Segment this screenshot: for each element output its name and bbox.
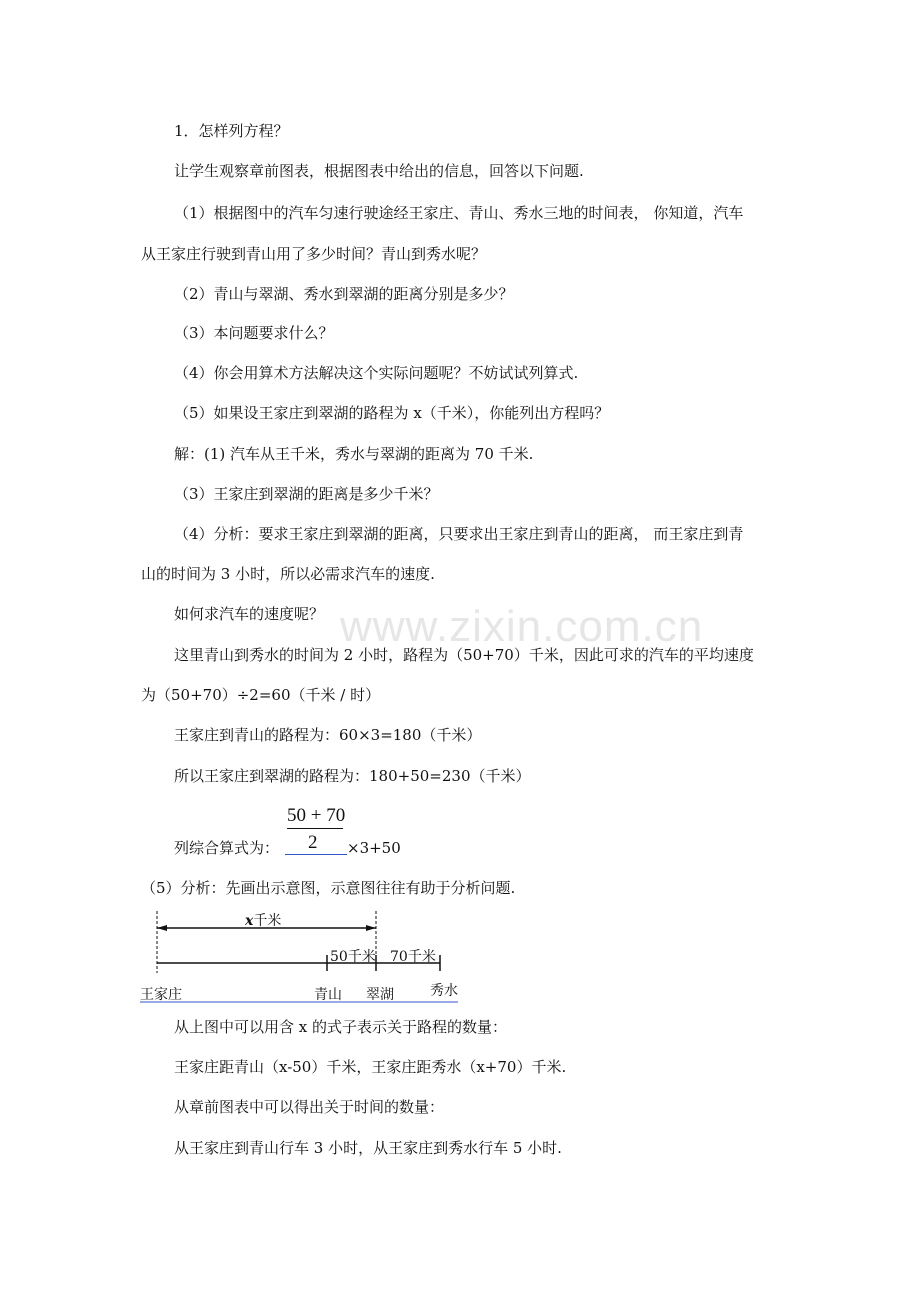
distance-qingshan: 王家庄到青山的路程为：60×3=180（千米） (174, 726, 482, 744)
speed-line-1: 这里青山到秀水的时间为 2 小时，路程为（50+70）千米，因此可求的汽车的平均速度 (174, 646, 754, 664)
answer-4-line-1: （4）分析：要求王家庄到翠湖的距离，只要求出王家庄到青山的距离， 而王家庄到青 (174, 525, 744, 543)
label-xiushui: 秀水 (430, 983, 458, 999)
label-50km: 50千米 (330, 949, 376, 965)
paragraph-x-expr: 从上图中可以用含 x 的式子表示关于路程的数量： (174, 1018, 507, 1036)
formula-prefix: 列综合算式为： (174, 839, 280, 857)
speed-question: 如何求汽车的速度呢？ (174, 605, 325, 623)
label-70km: 70千米 (390, 949, 436, 965)
label-cuihu: 翠湖 (366, 987, 394, 1003)
label-wangjiazhuang: 王家庄 (140, 987, 182, 1003)
paragraph-time: 从章前图表中可以得出关于时间的数量： (174, 1098, 445, 1116)
distance-cuihu: 所以王家庄到翠湖的路程为：180+50=230（千米） (174, 767, 531, 785)
paragraph-hours: 从王家庄到青山行车 3 小时，从王家庄到秀水行车 5 小时. (174, 1139, 562, 1157)
question-4: （4）你会用算术方法解决这个实际问题呢？不妨试试列算式. (174, 364, 579, 382)
watermark: www.zixin.com.cn (340, 602, 704, 651)
fraction-bar (287, 828, 343, 829)
analysis-5: （5）分析：先画出示意图，示意图往往有助于分析问题. (141, 879, 516, 897)
formula-suffix: ×3+50 (347, 839, 401, 857)
answer-3: （3）王家庄到翠湖的距离是多少千米？ (174, 485, 439, 503)
question-5: （5）如果设王家庄到翠湖的路程为 x（千米），你能列出方程吗？ (174, 404, 610, 422)
paragraph: 让学生观察章前图表，根据图表中给出的信息，回答以下问题. (174, 162, 584, 180)
answer-4-line-2: 山的时间为 3 小时，所以必需求汽车的速度. (141, 565, 435, 583)
paragraph-distances: 王家庄距青山（x-50）千米，王家庄距秀水（x+70）千米. (174, 1058, 567, 1076)
question-1-line-1: （1）根据图中的汽车匀速行驶途经王家庄、青山、秀水三地的时间表， 你知道，汽车 (174, 204, 744, 222)
label-x-km: x千米 (245, 913, 282, 929)
heading-1: 1．怎样列方程？ (174, 122, 289, 140)
formula-denominator: 2 (308, 832, 318, 853)
answer-1: 解：(1) 汽车从王千米，秀水与翠湖的距离为 70 千米. (174, 445, 534, 463)
formula-numerator: 50 + 70 (287, 805, 346, 826)
speed-line-2: 为（50+70）÷2=60（千米 / 时） (141, 686, 381, 704)
formula-underline (285, 854, 347, 855)
label-qingshan: 青山 (314, 987, 342, 1003)
question-2: （2）青山与翠湖、秀水到翠湖的距离分别是多少？ (174, 285, 514, 303)
question-1-line-2: 从王家庄行驶到青山用了多少时间？青山到秀水呢？ (141, 245, 487, 263)
question-3: （3）本问题要求什么？ (174, 324, 334, 342)
